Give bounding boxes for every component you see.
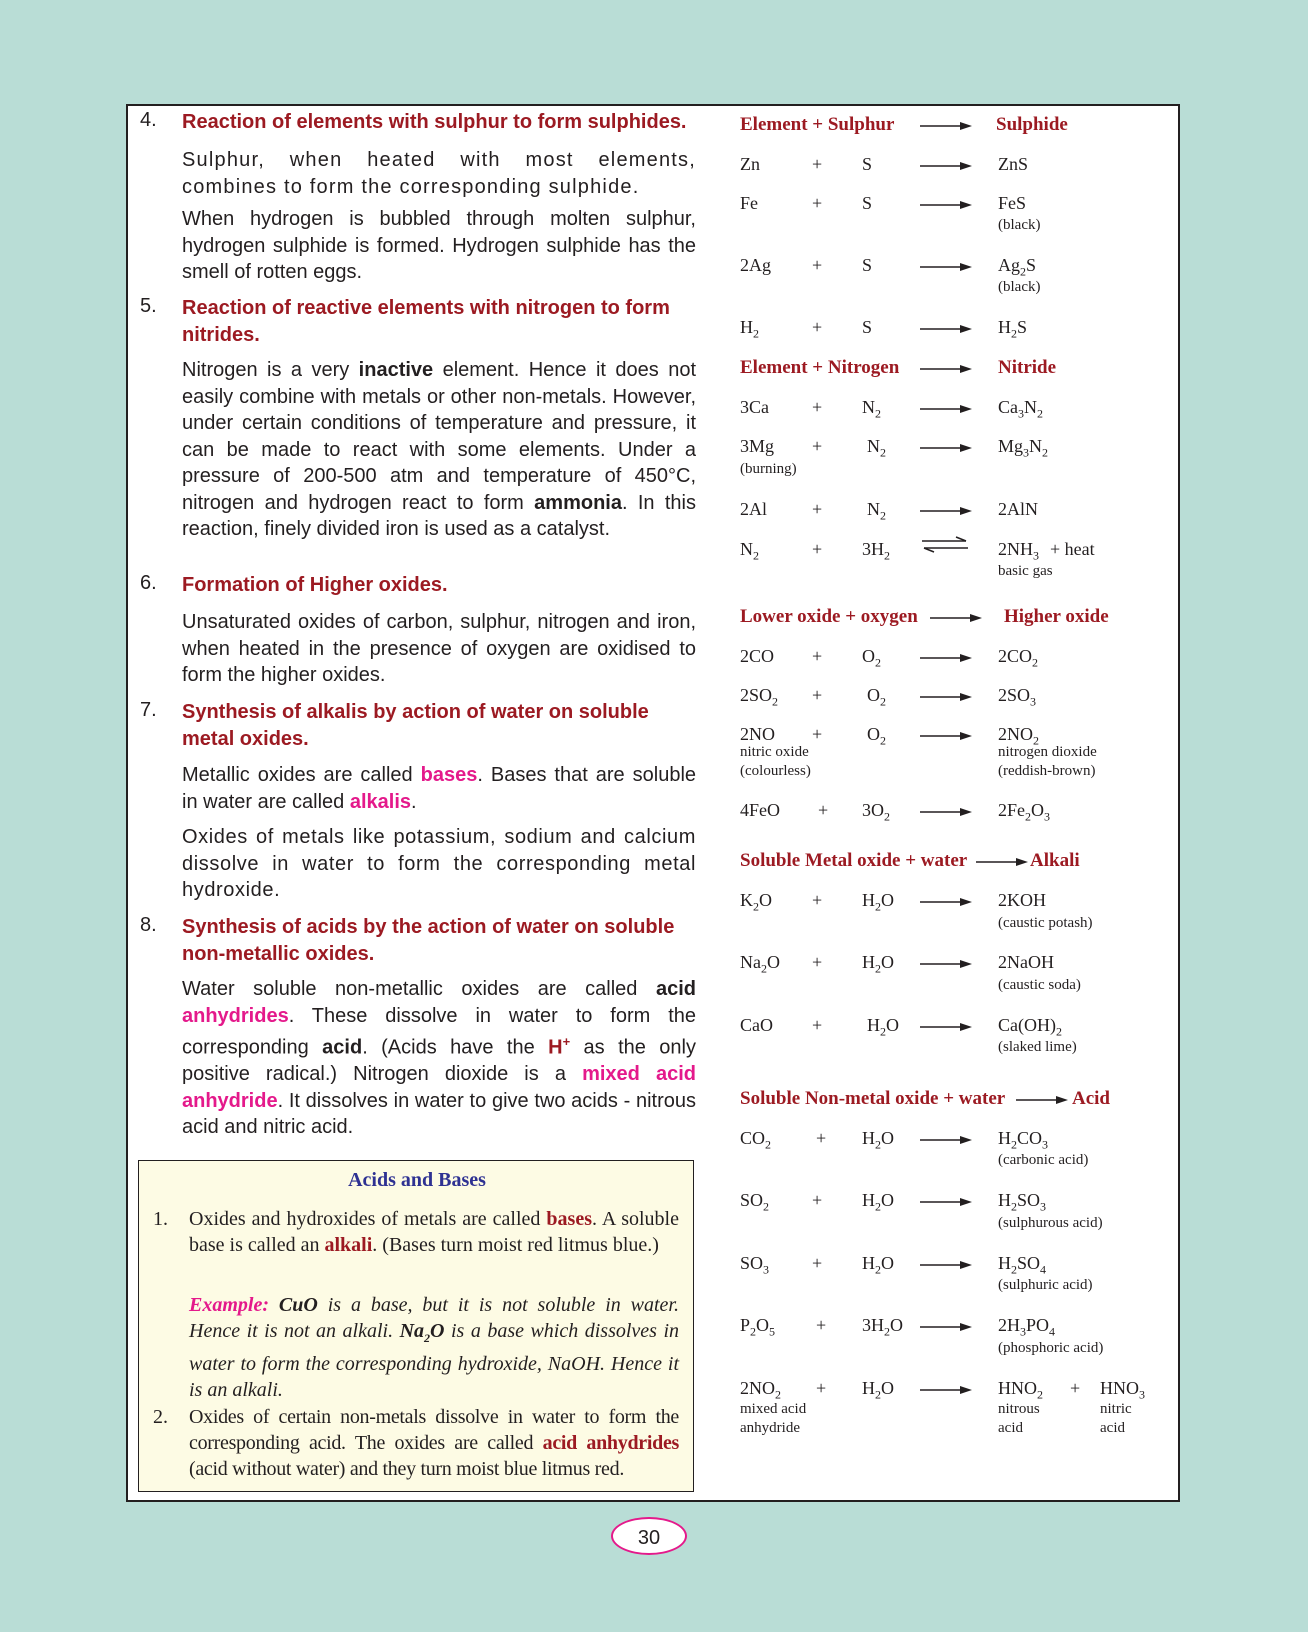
arrow-icon [920, 1021, 972, 1033]
plus-sign: + [812, 539, 823, 559]
arrow-icon [920, 1259, 972, 1271]
equation-term: $SO_2$ [740, 1190, 770, 1214]
box-item: Oxides and hydroxides of metals are called bases. A soluble base is called an alkali. (Bases turn moist red litmus blue.) [189, 1208, 679, 1256]
equation-term: S [862, 255, 873, 275]
equation-term: S [862, 193, 873, 213]
arrow-icon [920, 505, 972, 517]
paragraph: Sulphur, when heated with most elements, combines to form the corresponding sulphide. [182, 149, 696, 198]
equation-term: $O_2$ [867, 724, 886, 748]
arrow-icon [920, 120, 972, 132]
equation-term: $HNO_2$ [998, 1378, 1043, 1402]
arrow-icon [920, 199, 972, 211]
equation-term: $2NH_3$ [998, 539, 1039, 563]
arrow-icon [920, 1134, 972, 1146]
equation-term: $H_2SO_3$ [998, 1190, 1047, 1214]
paragraph: Unsaturated oxides of carbon, sulphur, nitrogen and iron, when heated in the presence of oxygen are oxidised to form the higher oxides. [182, 611, 696, 686]
arrow-icon [920, 958, 972, 970]
plus-sign: + [812, 890, 823, 910]
equation-term: $H_2S$ [998, 317, 1028, 341]
box-item-number: 1. [153, 1208, 168, 1230]
equation-term: $N_2$ [867, 436, 886, 460]
arrow-icon [920, 652, 972, 664]
arrow-icon [920, 1196, 972, 1208]
plus-sign: + [812, 1253, 823, 1273]
box-item-number: 2. [153, 1406, 168, 1428]
equation-note: basic gas [998, 563, 1053, 579]
equation-term: $2NO_2$ [740, 1378, 781, 1402]
section-heading: Formation of Higher oxides. [182, 574, 448, 596]
equation-term: 2AlN [998, 499, 1038, 519]
paragraph: Metallic oxides are called bases. Bases that are soluble in water are called alkalis. [182, 764, 697, 813]
equation-note: nitrogen dioxide [998, 744, 1097, 760]
equation-term: CaO [740, 1015, 773, 1035]
plus-sign: + [812, 193, 823, 213]
plus-sign: + [812, 724, 823, 744]
plus-sign: + [816, 1128, 827, 1148]
equation-note: (sulphuric acid) [998, 1277, 1093, 1293]
equation-note: (colourless) [740, 763, 811, 779]
paragraph: Oxides of metals like potassium, sodium and calcium dissolve in water to form the corresponding metal hydroxide. [182, 826, 696, 901]
equation-note: acid [998, 1420, 1023, 1436]
equation-term: 4FeO [740, 800, 780, 820]
box-title: Acids and Bases [348, 1169, 486, 1191]
equation-heading: Nitride [998, 357, 1057, 378]
equation-note: anhydride [740, 1420, 800, 1436]
equation-heading: Alkali [1030, 850, 1080, 871]
equation-term: $O_2$ [867, 685, 886, 709]
equation-note: + heat [1050, 539, 1095, 559]
section-number: 6. [140, 572, 157, 594]
arrow-icon [1016, 1094, 1068, 1106]
section-heading: Synthesis of alkalis by action of water on soluble metal oxides. [182, 701, 649, 750]
equation-note: (carbonic acid) [998, 1152, 1089, 1168]
equation-note: (sulphurous acid) [998, 1215, 1103, 1231]
equation-term: $O_2$ [862, 646, 881, 670]
equation-term: 2NO [740, 724, 775, 744]
arrow-icon [920, 363, 972, 375]
equation-term: S [862, 317, 873, 337]
plus-sign: + [812, 952, 823, 972]
plus-sign: + [812, 397, 823, 417]
equation-term: $K_2O$ [740, 890, 772, 914]
equation-term: S [862, 154, 873, 174]
equation-term: $2SO_2$ [740, 685, 779, 709]
equation-term: $H_2CO_3$ [998, 1128, 1049, 1152]
section-number: 7. [140, 699, 157, 721]
equation-term: $3H_2$ [862, 539, 890, 563]
plus-sign: + [812, 436, 823, 456]
arrow-icon [920, 442, 972, 454]
equation-heading: Element + Nitrogen [740, 357, 900, 378]
plus-sign: + [812, 1015, 823, 1035]
equation-term: $Ca_3N_2$ [998, 397, 1043, 421]
equation-note: nitrous [998, 1401, 1040, 1417]
equation-term: 2NaOH [998, 952, 1054, 972]
section-heading: Synthesis of acids by the action of water on soluble non-metallic oxides. [182, 916, 675, 965]
arrow-icon [920, 806, 972, 818]
equation-term: $H_2O$ [867, 1015, 899, 1039]
equation-term: $H_2O$ [862, 1378, 894, 1402]
plus-sign: + [1070, 1378, 1081, 1398]
equation-term: Zn [740, 154, 760, 174]
box-item: Oxides of certain non-metals dissolve in water to form the corresponding acid. The oxides are called acid anhydrides (acid without water) and they turn moist blue litmus red. [189, 1406, 679, 1480]
arrow-icon [920, 323, 972, 335]
plus-sign: + [812, 317, 823, 337]
equation-note: (black) [998, 217, 1041, 233]
equation-term: $Mg_3N_2$ [998, 436, 1049, 460]
arrow-icon [920, 160, 972, 172]
box-example: Example: CuO is a base, but it is not soluble in water. Hence it is not an alkali. $Na_2O$ is a base which dissolves in water to form the corresponding hydroxide, NaOH. Hence it is an alkali. [189, 1294, 679, 1401]
equation-heading: Sulphide [996, 114, 1068, 135]
equation-term: $H_2O$ [862, 890, 894, 914]
equation-term: $Ca(OH)_2$ [998, 1015, 1062, 1039]
equation-term: $3O_2$ [862, 800, 890, 824]
paragraph: When hydrogen is bubbled through molten sulphur, hydrogen sulphide is formed. Hydrogen sulphide has the smell of rotten eggs. [182, 208, 696, 283]
plus-sign: + [812, 154, 823, 174]
equation-heading: Acid [1072, 1088, 1110, 1109]
equation-note: (caustic potash) [998, 915, 1093, 931]
plus-sign: + [816, 1315, 827, 1335]
section-heading: Reaction of elements with sulphur to form sulphides. [182, 111, 687, 133]
arrow-icon [930, 612, 982, 624]
equation-note: (burning) [740, 461, 797, 477]
equation-term: $2H_3PO_4$ [998, 1315, 1056, 1339]
equation-heading: Soluble Non-metal oxide + water [740, 1088, 1006, 1109]
equation-term: $H_2$ [740, 317, 759, 341]
section-number: 5. [140, 295, 157, 317]
equation-heading: Lower oxide + oxygen [740, 606, 918, 627]
paragraph: Water soluble non-metallic oxides are called acid anhydrides. These dissolve in water to form the corresponding acid. (Acids have the H+ as the only positive radical.) Nitrogen dioxide is a mixed acid anhydride. It dissolves in water to give two acids - nitrous acid and nitric acid. [182, 978, 696, 1139]
equation-term: $N_2$ [867, 499, 886, 523]
equation-term: $2Fe_2O_3$ [998, 800, 1050, 824]
plus-sign: + [816, 1378, 827, 1398]
arrow-icon [976, 856, 1028, 868]
equation-term: $2CO_2$ [998, 646, 1039, 670]
arrow-icon [920, 730, 972, 742]
equation-note: nitric [1100, 1401, 1132, 1417]
section-number: 8. [140, 914, 157, 936]
equation-heading: Element + Sulphur [740, 114, 895, 135]
arrow-icon [920, 896, 972, 908]
equations-column [740, 106, 1180, 1500]
paragraph: Nitrogen is a very inactive element. Hence it does not easily combine with metals or other non-metals. However, under certain conditions of temperature and pressure, it can be made to react with some elements. Under a pressure of 200-500 atm and temperature of 450°C, nitrogen and hydrogen react to form ammonia. In this reaction, finely divided iron is used as a catalyst. [182, 359, 696, 540]
equation-term: $H_2O$ [862, 952, 894, 976]
equation-term: $H_2O$ [862, 1253, 894, 1277]
equation-term: $H_2SO_4$ [998, 1253, 1047, 1277]
equation-term: $2NO_2$ [998, 724, 1039, 748]
equation-term: $H_2O$ [862, 1128, 894, 1152]
equation-term: $SO_3$ [740, 1253, 770, 1277]
equation-term: 3Ca [740, 397, 769, 417]
equation-term: 2CO [740, 646, 775, 666]
equation-term: Fe [740, 193, 758, 213]
page-number: 30 [611, 1517, 687, 1555]
equation-term: $CO_2$ [740, 1128, 772, 1152]
arrow-icon [920, 403, 972, 415]
equation-note: mixed acid [740, 1401, 807, 1417]
plus-sign: + [818, 800, 829, 820]
equation-heading: Soluble Metal oxide + water [740, 850, 968, 871]
equation-heading: Higher oxide [1004, 606, 1109, 627]
equation-term: $N_2$ [862, 397, 881, 421]
plus-sign: + [812, 646, 823, 666]
plus-sign: + [812, 685, 823, 705]
equation-note: (phosphoric acid) [998, 1340, 1104, 1356]
arrow-icon [920, 261, 972, 273]
equation-note: (slaked lime) [998, 1039, 1077, 1055]
equation-term: $Na_2O$ [740, 952, 780, 976]
equation-term: $H_2O$ [862, 1190, 894, 1214]
arrow-icon [920, 1321, 972, 1333]
equation-note: acid [1100, 1420, 1125, 1436]
acids-and-bases-box [138, 1160, 694, 1492]
equation-term: $Ag_2S$ [998, 255, 1037, 279]
equation-term: 2Ag [740, 255, 771, 275]
equation-term: $HNO_3$ [1100, 1378, 1145, 1402]
page-frame [126, 104, 1180, 1502]
equation-note: (black) [998, 279, 1041, 295]
equation-note: (caustic soda) [998, 977, 1081, 993]
equation-term: 3Mg [740, 436, 775, 456]
equation-note: nitric oxide [740, 744, 809, 760]
arrow-icon [920, 691, 972, 703]
section-heading: Reaction of reactive elements with nitrogen to form nitrides. [182, 297, 670, 346]
equation-term: $3H_2O$ [862, 1315, 903, 1339]
plus-sign: + [812, 255, 823, 275]
plus-sign: + [812, 1190, 823, 1210]
equation-term: 2KOH [998, 890, 1046, 910]
equation-term: FeS [998, 193, 1027, 213]
equation-term: ZnS [998, 154, 1029, 174]
equation-term: $P_2O_5$ [740, 1315, 776, 1339]
equilibrium-arrow-icon [922, 536, 974, 554]
equation-term: 2Al [740, 499, 767, 519]
plus-sign: + [812, 499, 823, 519]
equation-note: (reddish-brown) [998, 763, 1096, 779]
arrow-icon [920, 1384, 972, 1396]
equation-term: $N_2$ [740, 539, 759, 563]
section-number: 4. [140, 109, 157, 131]
equation-term: $2SO_3$ [998, 685, 1037, 709]
